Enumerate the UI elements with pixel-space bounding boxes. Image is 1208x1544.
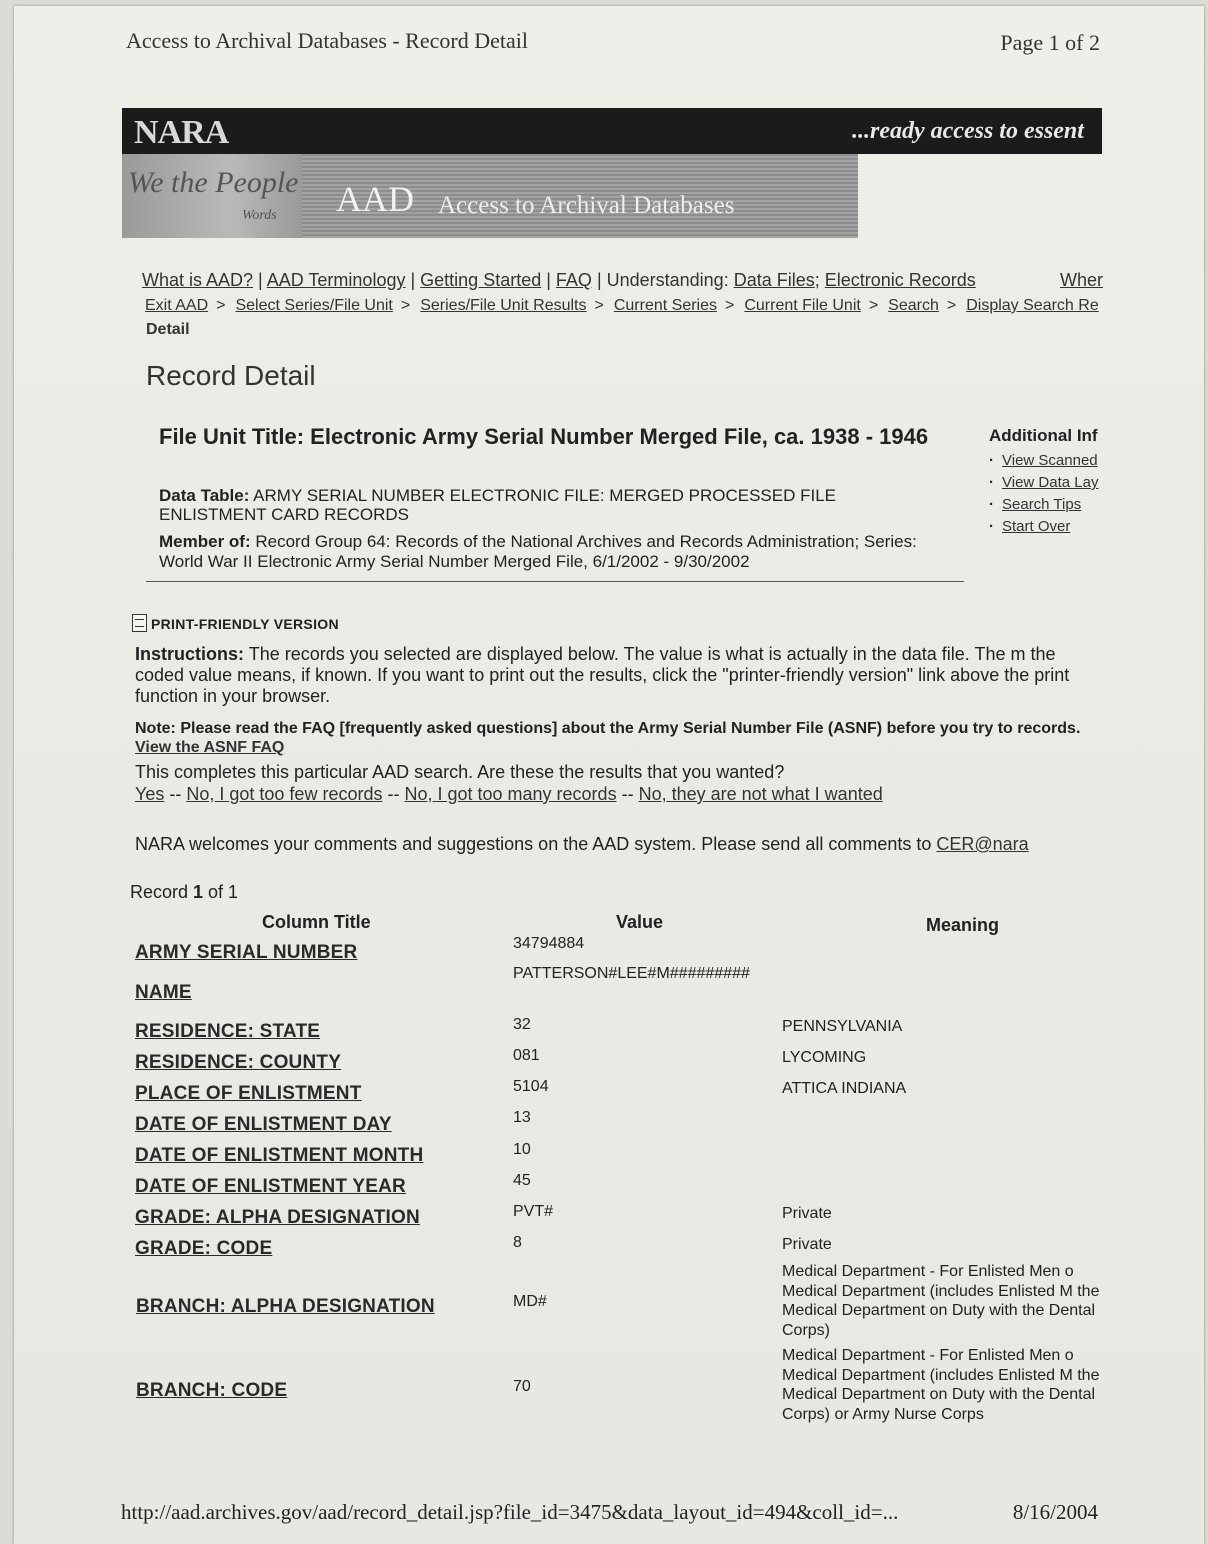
instructions: Instructions: The records you selected are displayed below. The value is what is actually in the data file. The m the coded value means, if known. If you want to print out the results, click the "printer-friendly version" link above the print function in your browser. [135, 644, 1070, 706]
page-title: Record Detail [146, 360, 316, 391]
column-title-link[interactable]: PLACE OF ENLISTMENT [135, 1083, 362, 1104]
welcome-message: NARA welcomes your comments and suggestions on the AAD system. Please send all comments to CER@nara [135, 834, 1029, 854]
aad-logo[interactable]: AAD [336, 179, 414, 219]
additional-info-links [989, 450, 1109, 538]
feedback-question: This completes this particular AAD search. Are these the results that you wanted? [135, 762, 785, 782]
field-value: MD# [513, 1293, 547, 1310]
breadcrumb-link[interactable]: Exit AAD [145, 297, 209, 314]
nav-link[interactable]: Getting Started [420, 270, 542, 290]
field-meaning: Medical Department - For Enlisted Men o Medical Department (includes Enlisted M the Medical Department on Duty with the Dental Corps) [782, 1263, 1100, 1339]
feedback-answers [135, 784, 883, 805]
nara-logo[interactable]: NARA [134, 114, 229, 151]
field-value: 34794884 [513, 935, 585, 952]
nav-separator: ; [814, 270, 825, 290]
divider [146, 581, 964, 582]
chevron-right-icon: > [868, 297, 879, 314]
field-value: 32 [513, 1016, 531, 1033]
field-value: 45 [513, 1172, 531, 1189]
asnf-faq-link[interactable]: View the ASNF FAQ [135, 739, 285, 756]
breadcrumb-link[interactable]: Current File Unit [744, 297, 861, 314]
nav-link[interactable]: Data Files [733, 270, 815, 290]
breadcrumb-current: Detail [146, 321, 190, 338]
aad-subtitle: Access to Archival Databases [438, 192, 735, 219]
chevron-right-icon: > [725, 297, 735, 314]
column-title-link[interactable]: RESIDENCE: COUNTY [135, 1052, 342, 1073]
document-icon [132, 614, 147, 632]
additional-info-item [989, 494, 1109, 516]
column-title-link[interactable]: NAME [135, 982, 192, 1003]
additional-info-link[interactable]: Search Tips [1002, 496, 1082, 513]
email-link[interactable]: CER@nara [936, 834, 1029, 854]
field-meaning: PENNSYLVANIA [782, 1018, 903, 1035]
breadcrumb-link[interactable]: Current Series [613, 297, 717, 314]
breadcrumb [145, 297, 1107, 315]
print-footer-url: http://aad.archives.gov/aad/record_detail.jsp?file_id=3475&data_layout_id=494&coll_id=... [121, 1500, 899, 1524]
column-title-header: Column Title [262, 912, 371, 932]
feedback-answer-link[interactable]: No, I got too few records [186, 784, 383, 804]
column-title-link[interactable]: DATE OF ENLISTMENT MONTH [135, 1145, 424, 1166]
answer-separator: -- [164, 784, 187, 804]
nav-right-link[interactable]: Wher [1060, 270, 1104, 290]
nav-link[interactable]: AAD Terminology [266, 270, 406, 290]
meaning-header: Meaning [926, 915, 1000, 935]
print-header-page: Page 1 of 2 [1000, 30, 1100, 55]
column-title-link[interactable]: GRADE: CODE [135, 1238, 273, 1259]
field-value: 081 [513, 1047, 540, 1064]
column-title-link[interactable]: ARMY SERIAL NUMBER [135, 942, 358, 963]
additional-info-item [989, 450, 1109, 472]
nara-banner[interactable] [122, 108, 1102, 240]
record-count: Record 1 of 1 [130, 882, 239, 902]
field-meaning: Medical Department - For Enlisted Men o Medical Department (includes Enlisted M the Medical Department on Duty with the Dental Corps) or Army Nurse Corps [782, 1347, 1100, 1423]
feedback-answer-link[interactable]: Yes [135, 784, 165, 804]
data-table-info: Data Table: ARMY SERIAL NUMBER ELECTRONIC FILE: MERGED PROCESSED FILE ENLISTMENT CARD RECORDS [159, 486, 837, 524]
field-meaning: ATTICA INDIANA [782, 1080, 907, 1097]
field-value: 8 [513, 1234, 522, 1251]
feedback-answer-link[interactable]: No, I got too many records [404, 784, 617, 804]
member-of-info: Member of: Record Group 64: Records of the National Archives and Records Administration; Series: World War II Electronic Army Serial Number Merged File, 6/1/2002 - 9/30/2002 [159, 532, 917, 571]
column-title-link[interactable]: BRANCH: ALPHA DESIGNATION [136, 1296, 435, 1317]
feedback-answer-link[interactable]: No, they are not what I wanted [638, 784, 883, 804]
we-the-people-text: We the People [128, 166, 299, 199]
field-meaning: Private [782, 1236, 832, 1253]
breadcrumb-link[interactable]: Display Search Re [966, 297, 1099, 314]
additional-info-item [989, 516, 1109, 538]
field-meaning: Private [782, 1205, 832, 1222]
column-title-link[interactable]: DATE OF ENLISTMENT DAY [135, 1114, 392, 1135]
print-header-title: Access to Archival Databases - Record Detail [126, 28, 528, 53]
breadcrumb-link[interactable]: Series/File Unit Results [420, 297, 587, 314]
answer-separator: -- [616, 784, 639, 804]
chevron-right-icon: > [400, 297, 411, 314]
nav-link[interactable]: FAQ [555, 270, 592, 290]
nav-separator: | [405, 270, 421, 290]
nav-link[interactable]: What is AAD? [142, 270, 254, 290]
nav-separator: | Understanding: [591, 270, 734, 290]
breadcrumb-link[interactable]: Search [888, 297, 939, 314]
column-title-link[interactable]: DATE OF ENLISTMENT YEAR [135, 1176, 406, 1197]
top-nav [142, 270, 976, 291]
chevron-right-icon: > [594, 297, 604, 314]
chevron-right-icon: > [216, 297, 226, 314]
additional-info-link[interactable]: View Scanned [1002, 452, 1098, 469]
field-value: 13 [513, 1109, 531, 1126]
field-value: 5104 [513, 1078, 549, 1095]
value-header: Value [616, 912, 664, 932]
nav-link[interactable]: Electronic Records [824, 270, 976, 290]
nav-separator: | [253, 270, 267, 290]
additional-info-link[interactable]: Start Over [1002, 518, 1071, 535]
banner-tagline: ...ready access to essent [852, 118, 1084, 144]
additional-info-item [989, 472, 1109, 494]
column-title-link[interactable]: BRANCH: CODE [136, 1380, 288, 1401]
field-value: 10 [513, 1141, 531, 1158]
additional-info-heading: Additional Inf [989, 426, 1098, 445]
field-value: PATTERSON#LEE#M######### [513, 965, 750, 982]
print-footer-date: 8/16/2004 [1012, 1500, 1098, 1524]
field-value: PVT# [513, 1203, 554, 1220]
column-title-link[interactable]: GRADE: ALPHA DESIGNATION [135, 1207, 420, 1228]
field-meaning: LYCOMING [782, 1049, 867, 1066]
column-title-link[interactable]: RESIDENCE: STATE [135, 1021, 321, 1042]
additional-info-link[interactable]: View Data Lay [1002, 474, 1099, 491]
asnf-note: Note: Please read the FAQ [frequently asked questions] about the Army Serial Number File (ASNF) before you try to records. View the ASNF FAQ [135, 720, 1081, 756]
chevron-right-icon: > [946, 297, 957, 314]
answer-separator: -- [382, 784, 405, 804]
field-value: 70 [513, 1378, 531, 1395]
file-unit-title: File Unit Title: Electronic Army Serial Number Merged File, ca. 1938 - 1946 [159, 424, 929, 449]
print-friendly-link[interactable]: PRINT-FRIENDLY VERSION [132, 614, 339, 632]
we-the-people-subtext: Words [242, 208, 277, 223]
breadcrumb-link[interactable]: Select Series/File Unit [235, 297, 393, 314]
printed-page [14, 6, 1204, 1544]
nav-separator: | [541, 270, 556, 290]
